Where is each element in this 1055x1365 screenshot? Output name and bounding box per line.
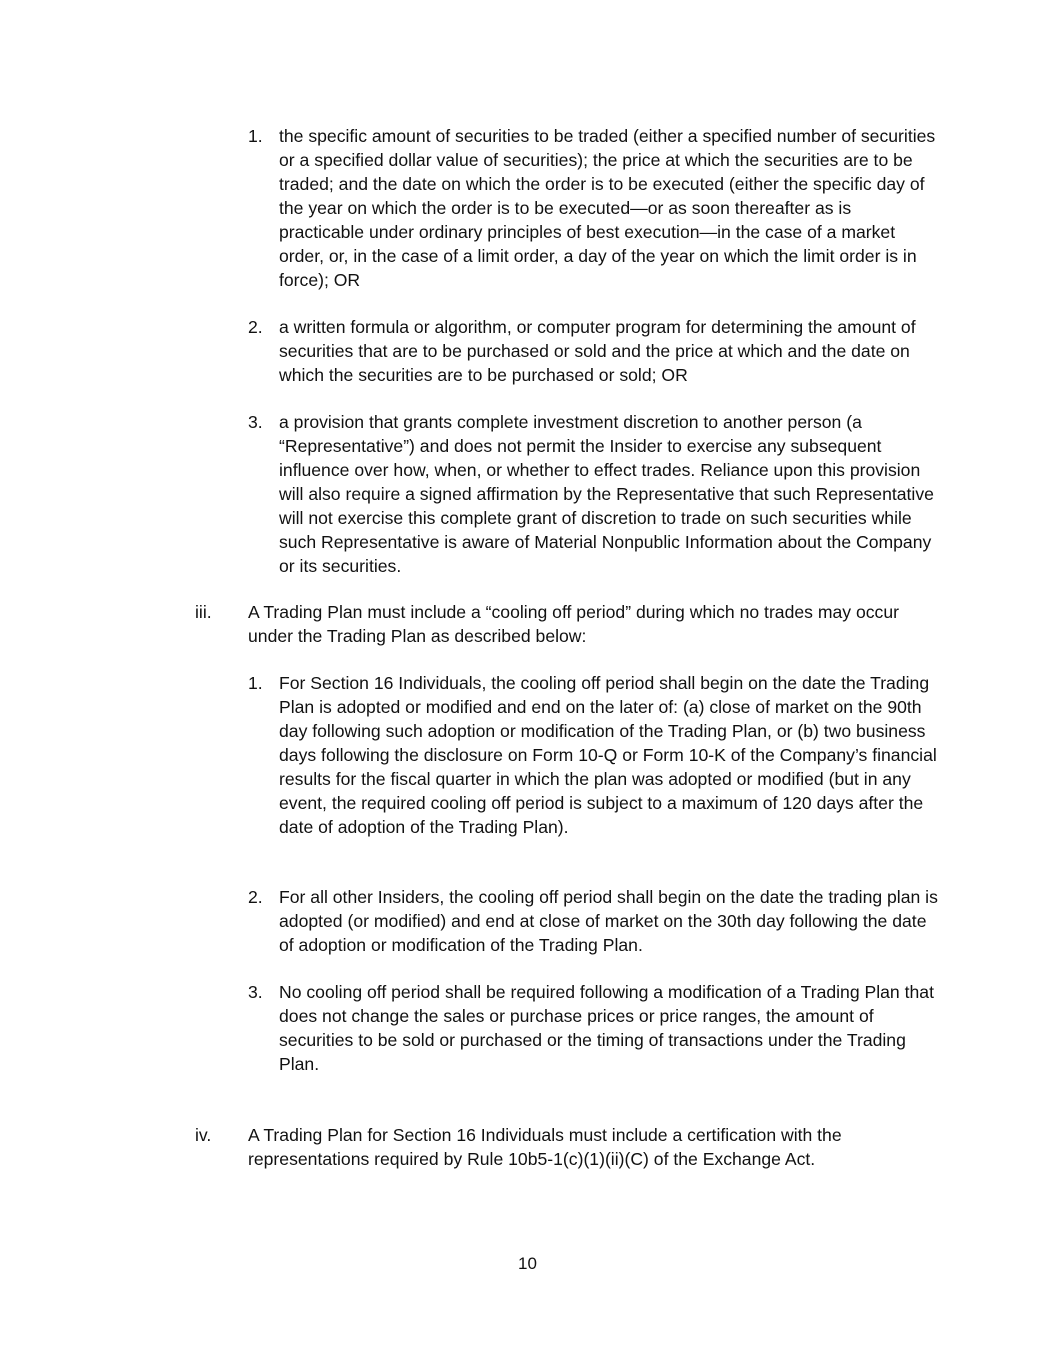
- list-item-text: No cooling off period shall be required following a modification of a Trading Plan that does not change the sales or purchase prices or price ranges, the amount of securities to be sold or purchased or the timing of transactions under the Trading Plan.: [279, 982, 934, 1074]
- list-item-text: a provision that grants complete investment discretion to another person (a “Representative”) and does not permit the Insider to exercise any subsequent influence over how, when, or whether to effect trades. Reliance upon this provision will also require a signed affirmation by the Representative that such Representative will not exercise this complete grant of discretion to trade on such securities while such Representative is aware of Material Nonpublic Information about the Company or its securities.: [279, 412, 934, 576]
- list-marker: 3.: [248, 982, 263, 1002]
- section-marker: iii.: [195, 602, 212, 622]
- list-marker: 3.: [248, 412, 263, 432]
- list-item-text: a written formula or algorithm, or computer program for determining the amount of securities that are to be purchased or sold and the price at which and the date on which the securities are to be purchased or sold; OR: [279, 317, 916, 385]
- list-marker: 2.: [248, 887, 263, 907]
- page-number: 10: [518, 1254, 537, 1273]
- section-text: A Trading Plan must include a “cooling off period” during which no trades may occur under the Trading Plan as described below:: [248, 602, 899, 646]
- list-item-text: the specific amount of securities to be traded (either a specified number of securities or a specified dollar value of securities); the price at which the securities are to be traded; and the date on which the order is to be executed (either the specific day of the year on which the order is to be executed—or as soon thereafter as is practicable under ordinary principles of best execution—in the case of a market order, or, in the case of a limit order, a day of the year on which the limit order is in force); OR: [279, 126, 936, 290]
- list-item-text: For Section 16 Individuals, the cooling off period shall begin on the date the Trading Plan is adopted or modified and end on the later of: (a) close of market on the 90th day following such adoption or modification of the Trading Plan, or (b) two business days following the disclosure on Form 10-Q or Form 10-K of the Company’s financial results for the fiscal quarter in which the plan was adopted or modified (but in any event, the required cooling off period is subject to a maximum of 120 days after the date of adoption of the Trading Plan).: [279, 673, 937, 837]
- section-text: A Trading Plan for Section 16 Individuals must include a certification with the representations required by Rule 10b5-1(c)(1)(ii)(C) of the Exchange Act.: [248, 1125, 842, 1169]
- section-marker: iv.: [195, 1125, 212, 1145]
- list-marker: 2.: [248, 317, 263, 337]
- list-marker: 1.: [248, 673, 263, 693]
- list-marker: 1.: [248, 126, 263, 146]
- list-item-text: For all other Insiders, the cooling off period shall begin on the date the trading plan is adopted (or modified) and end at close of market on the 30th day following the date of adoption or modification of the Trading Plan.: [279, 887, 938, 955]
